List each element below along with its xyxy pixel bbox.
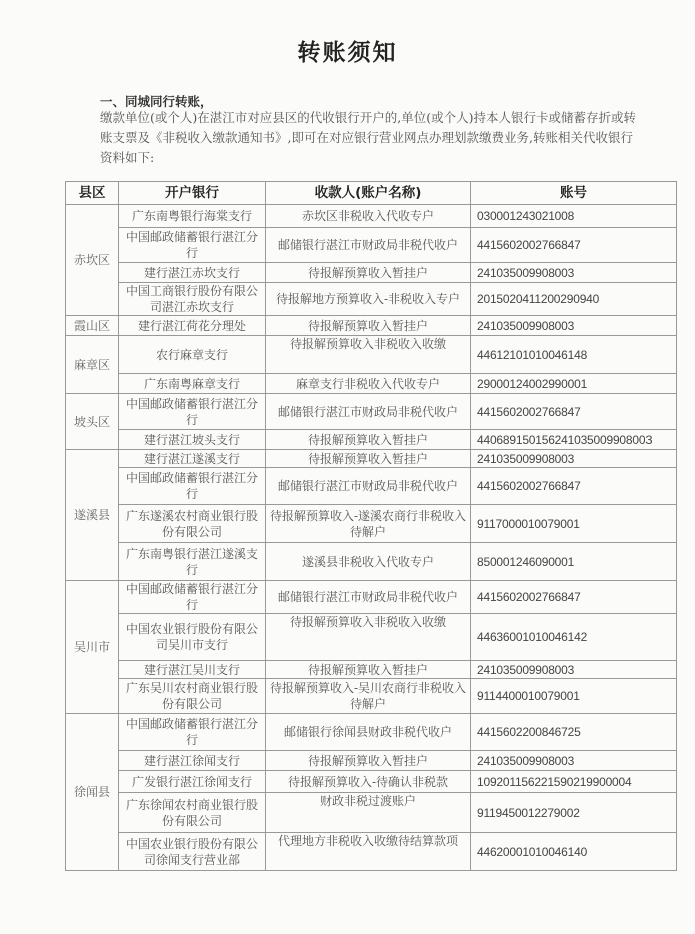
bank-cell: 农行麻章支行 xyxy=(119,336,266,374)
bank-cell: 建行湛江徐闻支行 xyxy=(119,751,266,771)
account-cell: 241035009908003 xyxy=(471,661,677,679)
bank-accounts-table xyxy=(65,181,677,871)
table-row xyxy=(66,468,677,505)
table-row xyxy=(66,205,677,228)
table-row xyxy=(66,505,677,543)
account-cell: 241035009908003 xyxy=(471,263,677,283)
payee-cell: 邮储银行徐闻县财政非税代收户 xyxy=(266,714,471,751)
payee-cell: 代理地方非税收入收缴待结算款项 xyxy=(266,833,471,871)
table-row xyxy=(66,751,677,771)
bank-cell: 广发银行湛江徐闻支行 xyxy=(119,771,266,793)
header-account: 账号 xyxy=(471,182,677,205)
payee-cell: 邮储银行湛江市财政局非税代收户 xyxy=(266,468,471,505)
county-cell: 徐闻县 xyxy=(66,714,119,871)
table-row xyxy=(66,316,677,336)
payee-cell: 邮储银行湛江市财政局非税代收户 xyxy=(266,228,471,263)
county-cell: 吴川市 xyxy=(66,581,119,714)
account-cell: 44068915015624103500990800З xyxy=(471,430,677,450)
account-cell: 44636001010046142 xyxy=(471,614,677,661)
page-title: 转账须知 xyxy=(297,39,398,66)
bank-cell: 广东遂溪农村商业银行股份有限公司 xyxy=(119,505,266,543)
section-heading: 一、同城同行转账， xyxy=(100,94,213,109)
section-paragraph: 缴款单位(或个人)在湛江市对应县区的代收银行开户的,单位(或个人)持本人银行卡或储蓄存折或转账支票及《非税收入缴款通知书》,即可在对应银行营业网点办理划款缴费业务,转账相关代收银行资料如下: xyxy=(100,110,636,165)
payee-cell: 待报解预算收入非税收入收缴 xyxy=(266,336,471,374)
account-cell: 9114400010079001 xyxy=(471,679,677,714)
payee-cell: 待报解预算收入暂挂户 xyxy=(266,661,471,679)
payee-cell: 待报解预算收入暂挂户 xyxy=(266,316,471,336)
table-row xyxy=(66,661,677,679)
table-row xyxy=(66,833,677,871)
table-row xyxy=(66,228,677,263)
county-cell: 遂溪县 xyxy=(66,450,119,581)
table-row xyxy=(66,283,677,316)
bank-cell: 中国农业银行股份有限公司吴川市支行 xyxy=(119,614,266,661)
account-cell: 2015020411200290940 xyxy=(471,283,677,316)
bank-cell: 中国邮政储蓄银行湛江分行 xyxy=(119,468,266,505)
bank-cell: 广东南粤银行湛江遂溪支行 xyxy=(119,543,266,581)
account-cell: 109201156221590219900004 xyxy=(471,771,677,793)
table-row xyxy=(66,430,677,450)
account-cell: 241035009908003 xyxy=(471,316,677,336)
header-county: 县区 xyxy=(66,182,119,205)
payee-cell: 赤坎区非税收入代收专户 xyxy=(266,205,471,228)
header-payee: 收款人(账户名称) xyxy=(266,182,471,205)
bank-cell: 建行湛江遂溪支行 xyxy=(119,450,266,468)
header-bank: 开户银行 xyxy=(119,182,266,205)
bank-cell: 广东南粤银行海棠支行 xyxy=(119,205,266,228)
payee-cell: 遂溪县非税收入代收专户 xyxy=(266,543,471,581)
account-cell: 9117000010079001 xyxy=(471,505,677,543)
account-cell: 4415602002766847 xyxy=(471,468,677,505)
payee-cell: 待报解预算收入暂挂户 xyxy=(266,263,471,283)
table-row xyxy=(66,394,677,430)
table-row xyxy=(66,771,677,793)
account-cell: 241035009908003 xyxy=(471,751,677,771)
payee-cell: 邮储银行湛江市财政局非税代收户 xyxy=(266,581,471,614)
bank-cell: 中国农业银行股份有限公司徐闻支行营业部 xyxy=(119,833,266,871)
account-cell: 4415602002766847 xyxy=(471,394,677,430)
bank-cell: 广东吴川农村商业银行股份有限公司 xyxy=(119,679,266,714)
bank-cell: 中国邮政储蓄银行湛江分行 xyxy=(119,714,266,751)
payee-cell: 待报解预算收入-待确认非税款 xyxy=(266,771,471,793)
table-row xyxy=(66,450,677,468)
table-row xyxy=(66,614,677,661)
payee-cell: 待报解地方预算收入-非税收入专户 xyxy=(266,283,471,316)
bank-cell: 中国邮政储蓄银行湛江分行 xyxy=(119,228,266,263)
payee-cell: 待报解预算收入暂挂户 xyxy=(266,430,471,450)
county-cell: 霞山区 xyxy=(66,316,119,336)
bank-cell: 广东南粤麻章支行 xyxy=(119,374,266,394)
account-cell: 850001246090001 xyxy=(471,543,677,581)
account-cell: 44612101010046148 xyxy=(471,336,677,374)
account-cell: 29000124002990001 xyxy=(471,374,677,394)
table-row xyxy=(66,543,677,581)
table-row xyxy=(66,714,677,751)
table-row xyxy=(66,679,677,714)
account-cell: 241035009908003 xyxy=(471,450,677,468)
payee-cell: 待报解预算收入-吴川农商行非税收入待解户 xyxy=(266,679,471,714)
bank-cell: 广东徐闻农村商业银行股份有限公司 xyxy=(119,793,266,833)
payee-cell: 待报解预算收入暂挂户 xyxy=(266,751,471,771)
payee-cell: 待报解预算收入非税收入收缴 xyxy=(266,614,471,661)
account-cell: 4415602002766847 xyxy=(471,581,677,614)
table-row xyxy=(66,263,677,283)
bank-cell: 建行湛江赤坎支行 xyxy=(119,263,266,283)
payee-cell: 待报解预算收入-遂溪农商行非税收入待解户 xyxy=(266,505,471,543)
payee-cell: 财政非税过渡账户 xyxy=(266,793,471,833)
bank-cell: 建行湛江坡头支行 xyxy=(119,430,266,450)
county-cell: 赤坎区 xyxy=(66,205,119,316)
table-row xyxy=(66,374,677,394)
account-cell: 44620001010046140 xyxy=(471,833,677,871)
payee-cell: 待报解预算收入暂挂户 xyxy=(266,450,471,468)
bank-cell: 建行湛江吴川支行 xyxy=(119,661,266,679)
account-cell: 030001243021008 xyxy=(471,205,677,228)
bank-cell: 中国邮政储蓄银行湛江分行 xyxy=(119,394,266,430)
bank-cell: 中国工商银行股份有限公司湛江赤坎支行 xyxy=(119,283,266,316)
table-row xyxy=(66,336,677,374)
account-cell: 4415602200846725 xyxy=(471,714,677,751)
account-cell: 4415602002766847 xyxy=(471,228,677,263)
payee-cell: 麻章支行非税收入代收专户 xyxy=(266,374,471,394)
bank-cell: 建行湛江荷花分理处 xyxy=(119,316,266,336)
table-row xyxy=(66,793,677,833)
payee-cell: 邮储银行湛江市财政局非税代收户 xyxy=(266,394,471,430)
table-row xyxy=(66,581,677,614)
county-cell: 麻章区 xyxy=(66,336,119,394)
county-cell: 坡头区 xyxy=(66,394,119,450)
account-cell: 9119450012279002 xyxy=(471,793,677,833)
bank-cell: 中国邮政储蓄银行湛江分行 xyxy=(119,581,266,614)
table-header-row xyxy=(66,182,677,205)
